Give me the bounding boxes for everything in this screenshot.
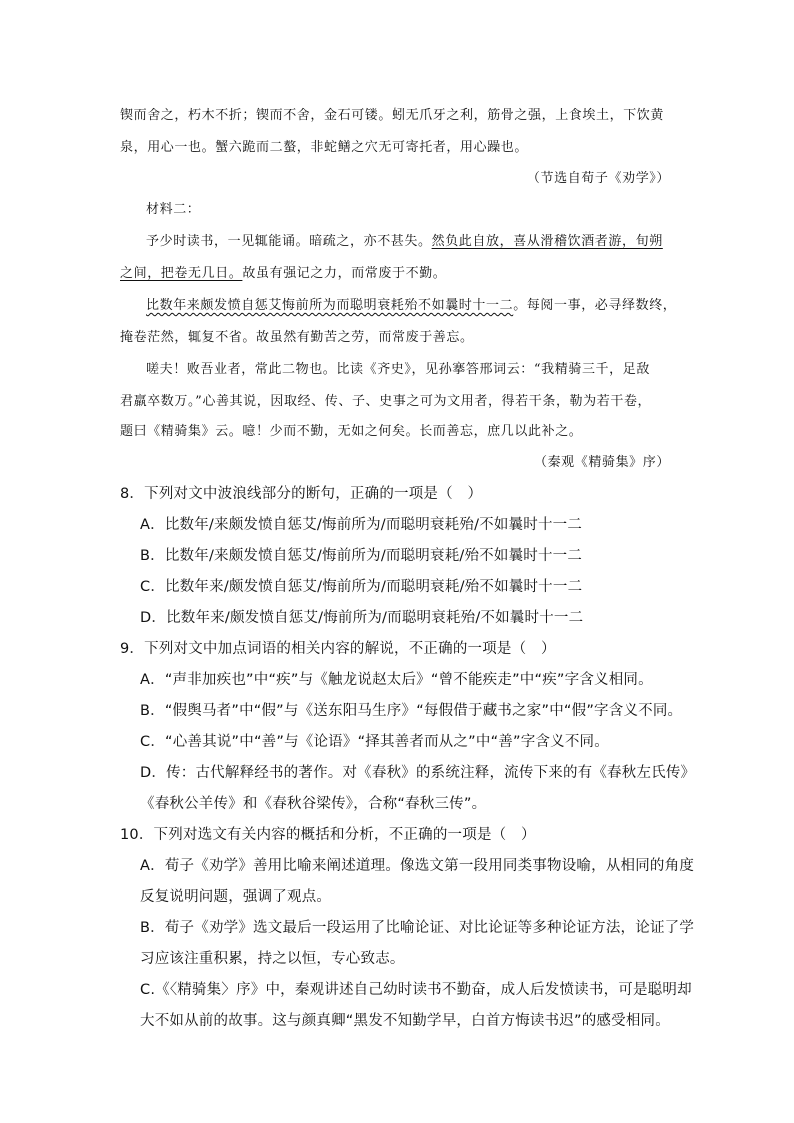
question-9-stem: 9．下列对文中加点词语的相关内容的解说，不正确的一项是（ ） xyxy=(120,641,556,657)
passage1-source: （节选自荀子《劝学》） xyxy=(526,171,670,186)
wavy-underlined-sentence: 比数年来颇发愤自惩艾悔前所为而聪明衰耗殆不如曩时十一二 xyxy=(146,298,514,313)
passage2-line xyxy=(146,230,663,249)
question-10-option-a[interactable]: A．荀子《劝学》善用比喻来阐述道理。像选文第一段用同类事物设喻，从相同的角度 xyxy=(140,858,695,874)
question-10-stem: 10．下列对选文有关内容的概括和分析，不正确的一项是（ ） xyxy=(120,827,536,843)
material2-heading: 材料二： xyxy=(146,202,201,217)
passage2-line: 君羸卒数万。”心善其说，因取经、传、子、史事之可为文用者，得若干条，勒为若干卷， xyxy=(120,394,652,409)
question-9-option-a[interactable]: A．“声非加疾也”中“疾”与《触龙说赵太后》“曾不能疾走”中“疾”字含义相同。 xyxy=(140,672,653,688)
underlined-sentence: 然负此自放，喜从滑稽饮酒者游，旬朔 xyxy=(431,234,663,249)
passage2-line xyxy=(146,294,676,313)
passage1-line: 泉，用心一也。蟹六跪而二螯，非蛇鳝之穴无可寄托者，用心躁也。 xyxy=(120,140,529,155)
passage2-text: 予少时读书，一见辄能诵。暗疏之，亦不甚失。 xyxy=(146,234,432,249)
question-9-option-c[interactable]: C．“心善其说”中“善”与《论语》“择其善者而从之”中“善”字含义不同。 xyxy=(140,734,609,750)
question-8-option-a[interactable]: A．比数年/来颇发愤自惩艾/悔前所为/而聪明衰耗殆/不如曩时十一二 xyxy=(140,517,583,533)
underlined-sentence: 之间，把卷无几日。 xyxy=(120,266,243,281)
question-10-option-c-cont: 大不如从前的故事。这与颜真卿“黑发不知勤学早，白首方悔读书迟”的感受相同。 xyxy=(140,1013,670,1029)
question-8-option-c[interactable]: C．比数年来/颇发愤自惩艾/悔前所为/而聪明衰耗/殆不如曩时十一二 xyxy=(140,579,583,595)
question-8-option-d[interactable]: D．比数年来/颇发愤自惩艾/悔前所为/而聪明衰耗殆/不如曩时十一二 xyxy=(140,610,584,626)
passage2-source: （秦观《精骑集》序） xyxy=(533,455,670,470)
question-9-option-d-cont: 《春秋公羊传》和《春秋谷梁传》，合称“春秋三传”。 xyxy=(140,796,487,812)
passage1-line: 锲而舍之，朽木不折；锲而不舍，金石可镂。蚓无爪牙之利，筋骨之强，上食埃土，下饮黄 xyxy=(120,108,665,123)
question-9-option-b[interactable]: B．“假舆马者”中“假”与《送东阳马生序》“每假借于藏书之家”中“假”字含义不同。 xyxy=(140,703,683,719)
question-10-option-b[interactable]: B．荀子《劝学》选文最后一段运用了比喻论证、对比论证等多种论证方法，论证了学 xyxy=(140,920,695,936)
passage2-line: 掩卷茫然，辄复不省。故虽然有勤苦之劳，而常废于善忘。 xyxy=(120,330,474,345)
passage2-text: 。每阅一事，必寻绎数终， xyxy=(513,298,677,313)
question-10-option-b-cont: 习应该注重积累，持之以恒，专心致志。 xyxy=(140,951,405,967)
question-8-option-b[interactable]: B．比数年/来颇发愤自惩艾/悔前所为/而聪明衰耗/殆不如曩时十一二 xyxy=(140,548,583,564)
passage2-line: 嗟夫！败吾业者，常此二物也。比读《齐史》，见孙搴答邢词云：“我精骑三千，足敌 xyxy=(146,362,650,377)
question-10-option-c[interactable]: C.《〈精骑集〉序》中，秦观讲述自己幼时读书不勤奋，成人后发愤读书，可是聪明却 xyxy=(140,982,692,998)
passage2-line: 题曰《精骑集》云。噫！少而不勤，无如之何矣。长而善忘，庶几以此补之。 xyxy=(120,424,583,439)
question-9-option-d[interactable]: D．传：古代解释经书的著作。对《春秋》的系统注释，流传下来的有《春秋左氏传》 xyxy=(140,765,696,781)
passage2-line xyxy=(120,262,446,281)
question-8-stem: 8．下列对文中波浪线部分的断句，正确的一项是（ ） xyxy=(120,486,483,502)
question-10-option-a-cont: 反复说明问题，强调了观点。 xyxy=(140,889,332,905)
passage2-text: 故虽有强记之力，而常废于不勤。 xyxy=(242,266,447,281)
